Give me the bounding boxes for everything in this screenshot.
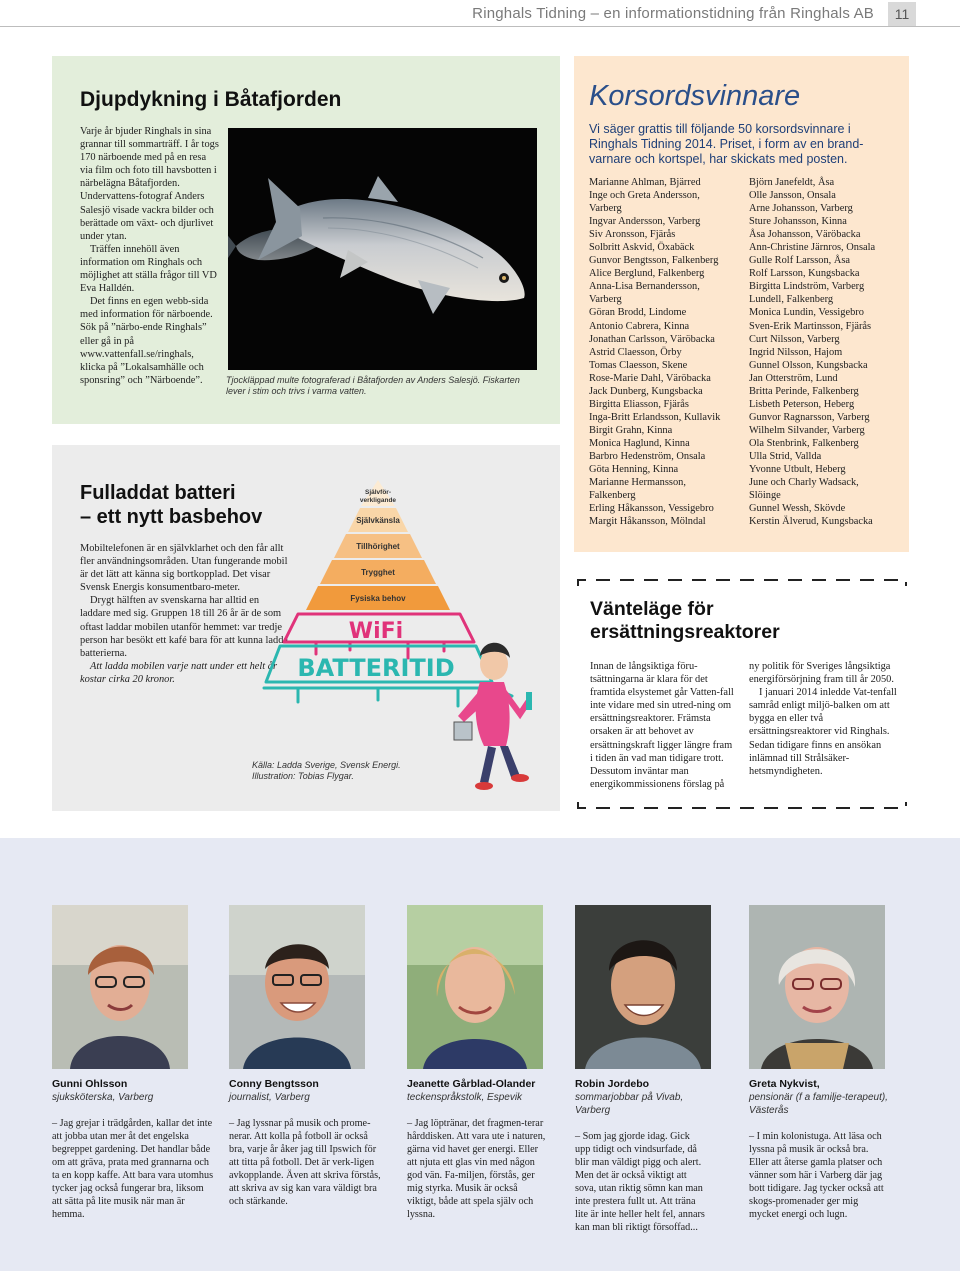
winner-name: Ingrid Nilsson, Hajom — [749, 346, 843, 358]
waiting-title-line1: Vänteläge för — [590, 598, 714, 620]
person-card — [229, 1078, 385, 1208]
header-rule — [0, 26, 960, 27]
person-card — [749, 1078, 889, 1221]
winner-name: Jonathan Carlsson, Väröbacka — [589, 333, 715, 345]
person-quote: – Som jag gjorde idag. Gick upp tidigt och vindsurfade, då blir man väldigt pigg och alert. Men det är också viktigt att sova, utan riktig sömn kan man inte prestera fullt ut. Att träna lite är inte heller helt fel, annars kan man bli riktigt försoffad... — [575, 1131, 705, 1233]
crossword-title: Korsordsvinnare — [589, 80, 801, 112]
battery-title — [80, 481, 262, 529]
winner-name: Margit Håkansson, Mölndal — [589, 516, 706, 528]
winner-name: Sture Johansson, Kinna — [749, 216, 847, 228]
pyramid-label-4: Trygghet — [361, 568, 395, 577]
person-role: pensionär (f a familje-terapeut), Västerås — [749, 1092, 888, 1116]
battery-caption-illustrator: Illustration: Tobias Flygar. — [252, 771, 354, 781]
winner-name: Rolf Larsson, Kungsbacka — [749, 268, 860, 280]
header-title: Ringhals Tidning – en informationstidning från Ringhals AB — [472, 5, 874, 22]
needs-pyramid-illustration — [258, 470, 558, 810]
waiting-column-1 — [590, 660, 734, 791]
winner-name: Åsa Johansson, Väröbacka — [749, 229, 861, 241]
winner-name: Lundell, Falkenberg — [749, 294, 834, 306]
winner-name: Curt Nilsson, Varberg — [749, 333, 840, 345]
winner-name: Rose-Marie Dahl, Väröbacka — [589, 372, 711, 384]
fish-illustration — [228, 128, 537, 370]
winner-name: Gunvor Bengtsson, Falkenberg — [589, 255, 719, 267]
winner-name: Ola Stenbrink, Falkenberg — [749, 437, 859, 449]
winner-name: Astrid Claesson, Örby — [589, 346, 682, 358]
winner-name: Falkenberg — [589, 490, 636, 502]
waiting-title-line2: ersättningsreaktorer — [590, 621, 780, 643]
winner-name: Gulle Rolf Larsson, Åsa — [749, 255, 851, 267]
winner-name: Birgit Grahn, Kinna — [589, 424, 673, 436]
crossword-intro: Vi säger grattis till följande 50 korsordsvinnare i Ringhals Tidning 2014. Priset, i form av en brand-varnare och kortspel, har skickats med posten. — [589, 122, 864, 166]
person-quote: – Jag löptränar, det fragmen-terar hårddisken. Att vara ute i naturen, gärna vid havet ger energi. Eller att njuta ett glas vin med någon god vän. Fa-miljen, förstås, ger mig styrka. Musik är också viktigt, både att spela själv och lyssna. — [407, 1118, 546, 1220]
person-role: sjuksköterska, Varberg — [52, 1092, 154, 1103]
winner-name: Monica Haglund, Kinna — [589, 437, 690, 449]
pyramid-label-5: Fysiska behov — [350, 594, 406, 603]
pyramid-label-2: Självkänsla — [356, 516, 400, 525]
winner-name: Inge och Greta Andersson, — [589, 190, 700, 202]
winner-name: Jack Dunberg, Kungsbacka — [589, 385, 703, 397]
winner-name: Antonio Cabrera, Kinna — [589, 320, 690, 332]
winner-name: Göran Brodd, Lindome — [589, 307, 687, 319]
painter-character-illustration — [454, 643, 532, 790]
winner-name: Alice Berglund, Falkenberg — [589, 268, 705, 280]
winner-name: Gunnel Wessh, Skövde — [749, 503, 846, 515]
battery-paragraph: Mobiltelefonen är en självklarhet och den får allt fler användningsområden. Utan fungerande mobil är det lätt att känna sig bortkopplad. Det visar Svensk Energis konsumentbaro-meter. — [80, 543, 288, 594]
winner-name: Gunvor Ragnarsson, Varberg — [749, 411, 870, 423]
winner-name: Varberg — [589, 203, 622, 215]
winner-name: Barbro Hedenström, Onsala — [589, 450, 706, 462]
page-number: 11 — [888, 2, 916, 26]
winner-name: Marianne Ahlman, Bjärred — [589, 177, 701, 188]
winners-column-2 — [749, 176, 909, 528]
winner-name: Inga-Britt Erlandsson, Kullavik — [589, 411, 721, 423]
winner-name: Britta Perinde, Falkenberg — [749, 385, 859, 397]
winner-name: Birgitta Lindström, Varberg — [749, 281, 865, 293]
dive-title: Djupdykning i Båtafjorden — [80, 88, 342, 111]
winner-name: Arne Johansson, Varberg — [749, 203, 853, 215]
portrait-photo — [52, 905, 188, 1069]
portrait-photo — [749, 905, 885, 1069]
portrait-photo — [575, 905, 711, 1069]
person-name: Robin Jordebo — [575, 1078, 650, 1090]
battery-title-line2: – ett nytt basbehov — [80, 506, 263, 528]
person-quote: – Jag lyssnar på musik och prome-nerar. Att kolla på fotboll är också bra, varje år åker jag till Ipswich för att titta på fotboll. Det är verk-ligen avkopplande. Även att skriva förstås, att skriva av sig kan vara väldigt bra och stärkande. — [229, 1118, 381, 1207]
dive-paragraph: Varje år bjuder Ringhals in sina grannar till sommarträff. I år togs 170 närboende med på en resa via film och foto till havsbotten i närbelägna Båtafjorden. Undervattens-fotograf Anders Salesjö visade vackra bilder och berättade om växt- och djurlivet under ytan. — [80, 126, 219, 242]
person-card — [575, 1078, 707, 1234]
person-card — [52, 1078, 214, 1221]
winner-name: Birgitta Eliasson, Fjärås — [589, 398, 689, 410]
winner-name: Björn Janefeldt, Åsa — [749, 177, 835, 188]
winner-name: Lisbeth Peterson, Heberg — [749, 398, 855, 410]
waiting-paragraph: I januari 2014 inledde Vat-tenfall samråd enligt miljö-balken om att bygga en eller två ersättningsreaktorer vid Ringhals. Sedan tidigare finns en ansökan inlämnad till Strålsäker-hetsmyndigheten. — [749, 687, 897, 777]
winner-name: Jan Otterström, Lund — [749, 372, 838, 384]
person-quote: – I min kolonistuga. Att läsa och lyssna på musik är också bra. Eller att återse gamla platser och vänner som här i Varberg där jag bott tidigare. Jag tycker också att skogs-promenader ger mig mycket energi och lugn. — [749, 1131, 884, 1220]
waiting-title — [590, 598, 780, 644]
person-role: sommarjobbar på Vivab, Varberg — [575, 1092, 684, 1116]
person-card — [407, 1078, 547, 1221]
pyramid-label-3: Tillhörighet — [356, 542, 400, 551]
person-role: journalist, Varberg — [229, 1092, 310, 1103]
winner-name: Olle Jansson, Onsala — [749, 190, 836, 202]
person-name: Greta Nykvist, — [749, 1078, 820, 1090]
portrait-photo — [407, 905, 543, 1069]
dive-paragraph: Det finns en egen webb-sida med information för närboende. Sök på ”närbo-ende Ringhals” eller gå in på www.vattenfall.se/ringhals, klicka på ”Lokalsamhälle och sponsring” och ”Närboende”. — [80, 296, 213, 386]
winner-name: Ingvar Andersson, Varberg — [589, 216, 701, 228]
dive-paragraph: Träffen innehöll även information om Ringhals och möjlighet att ställa frågor till VD Eva Halldén. — [80, 243, 217, 295]
winner-name: Göta Henning, Kinna — [589, 464, 679, 476]
fish-caption: Tjockläppad multe fotograferad i Båtafjorden av Anders Salesjö. Fiskarten lever i stim och trivs i varma vatten. — [226, 375, 520, 396]
winner-name: Solbritt Askvid, Öxabäck — [589, 242, 695, 254]
pyramid-label-1a: Självför- — [364, 489, 392, 496]
battery-title-line1: Fulladdat batteri — [80, 482, 236, 504]
dive-body — [80, 125, 220, 387]
winner-name: Erling Håkansson, Vessigebro — [589, 503, 714, 515]
winner-name: Tomas Claesson, Skene — [589, 359, 688, 371]
winner-name: Marianne Hermansson, — [589, 477, 686, 489]
winner-name: Yvonne Utbult, Heberg — [749, 464, 846, 476]
fish-photo — [228, 128, 537, 370]
battery-paragraph: Att ladda mobilen varje natt under ett helt år kostar cirka 20 kronor. — [80, 660, 278, 685]
portrait-photo — [229, 905, 365, 1069]
person-name: Conny Bengtsson — [229, 1078, 319, 1090]
wifi-label: WiFi — [348, 619, 404, 644]
battery-caption — [252, 760, 452, 782]
winner-name: Slöinge — [749, 490, 781, 502]
winner-name: Ann-Christine Järnros, Onsala — [749, 242, 876, 254]
waiting-column-2 — [749, 660, 897, 778]
winner-name: Ulla Strid, Vallda — [749, 450, 822, 462]
waiting-paragraph: Innan de långsiktiga föru-tsättningarna är klara för det framtida elsystemet går Vatten-fall inte vidare med sin utred-ning om ersättningsreaktorer. Främsta orsaken är att behovet av ersättningskraft ligger längre fram i tiden än vad man tidigare trott. Dessutom inväntar man energikommissionens förslag på — [590, 661, 734, 790]
winner-name: Gunnel Olsson, Kungsbacka — [749, 359, 868, 371]
battery-paragraph: Drygt hälften av svenskarna har alltid en laddare med sig. Gruppen 18 till 26 år är de som oftast laddar mobilen utanför hemmet: var tredje person har besökt ett kafé bara för att kunna ladda batterierna. — [80, 595, 289, 659]
person-role: teckenspråkstolk, Espevik — [407, 1092, 523, 1103]
person-name: Gunni Ohlsson — [52, 1078, 128, 1090]
waiting-paragraph: ny politik för Sveriges långsiktiga energiförsörjning fram till år 2050. — [749, 661, 894, 686]
winner-name: Varberg — [589, 294, 622, 306]
winner-name: June och Charly Wadsack, — [749, 477, 859, 489]
battery-label: BATTERITID — [297, 654, 455, 682]
pyramid-label-1b: verkligande — [359, 497, 397, 504]
person-quote: – Jag grejar i trädgården, kallar det inte att jobba utan mer åt det engelska begreppet gardening. Det handlar både om att gräva, prata med grannarna och ta en kopp kaffe. Att bara vara utomhus tycker jag också fungerar bra, liksom att sätta på lite musik när man är hemma. — [52, 1118, 214, 1220]
winners-column-1 — [589, 176, 749, 528]
winner-name: Wilhelm Silvander, Varberg — [749, 424, 865, 436]
winner-name: Monica Lundin, Vessigebro — [749, 307, 864, 319]
battery-caption-source: Källa: Ladda Sverige, Svensk Energi. — [252, 760, 401, 770]
winner-name: Sven-Erik Martinsson, Fjärås — [749, 320, 872, 332]
person-name: Jeanette Gårblad-Olander — [407, 1078, 536, 1090]
winner-name: Kerstin Älverud, Kungsbacka — [749, 516, 873, 528]
winner-name: Siv Aronsson, Fjärås — [589, 229, 676, 241]
winner-name: Anna-Lisa Bernandersson, — [589, 281, 700, 293]
